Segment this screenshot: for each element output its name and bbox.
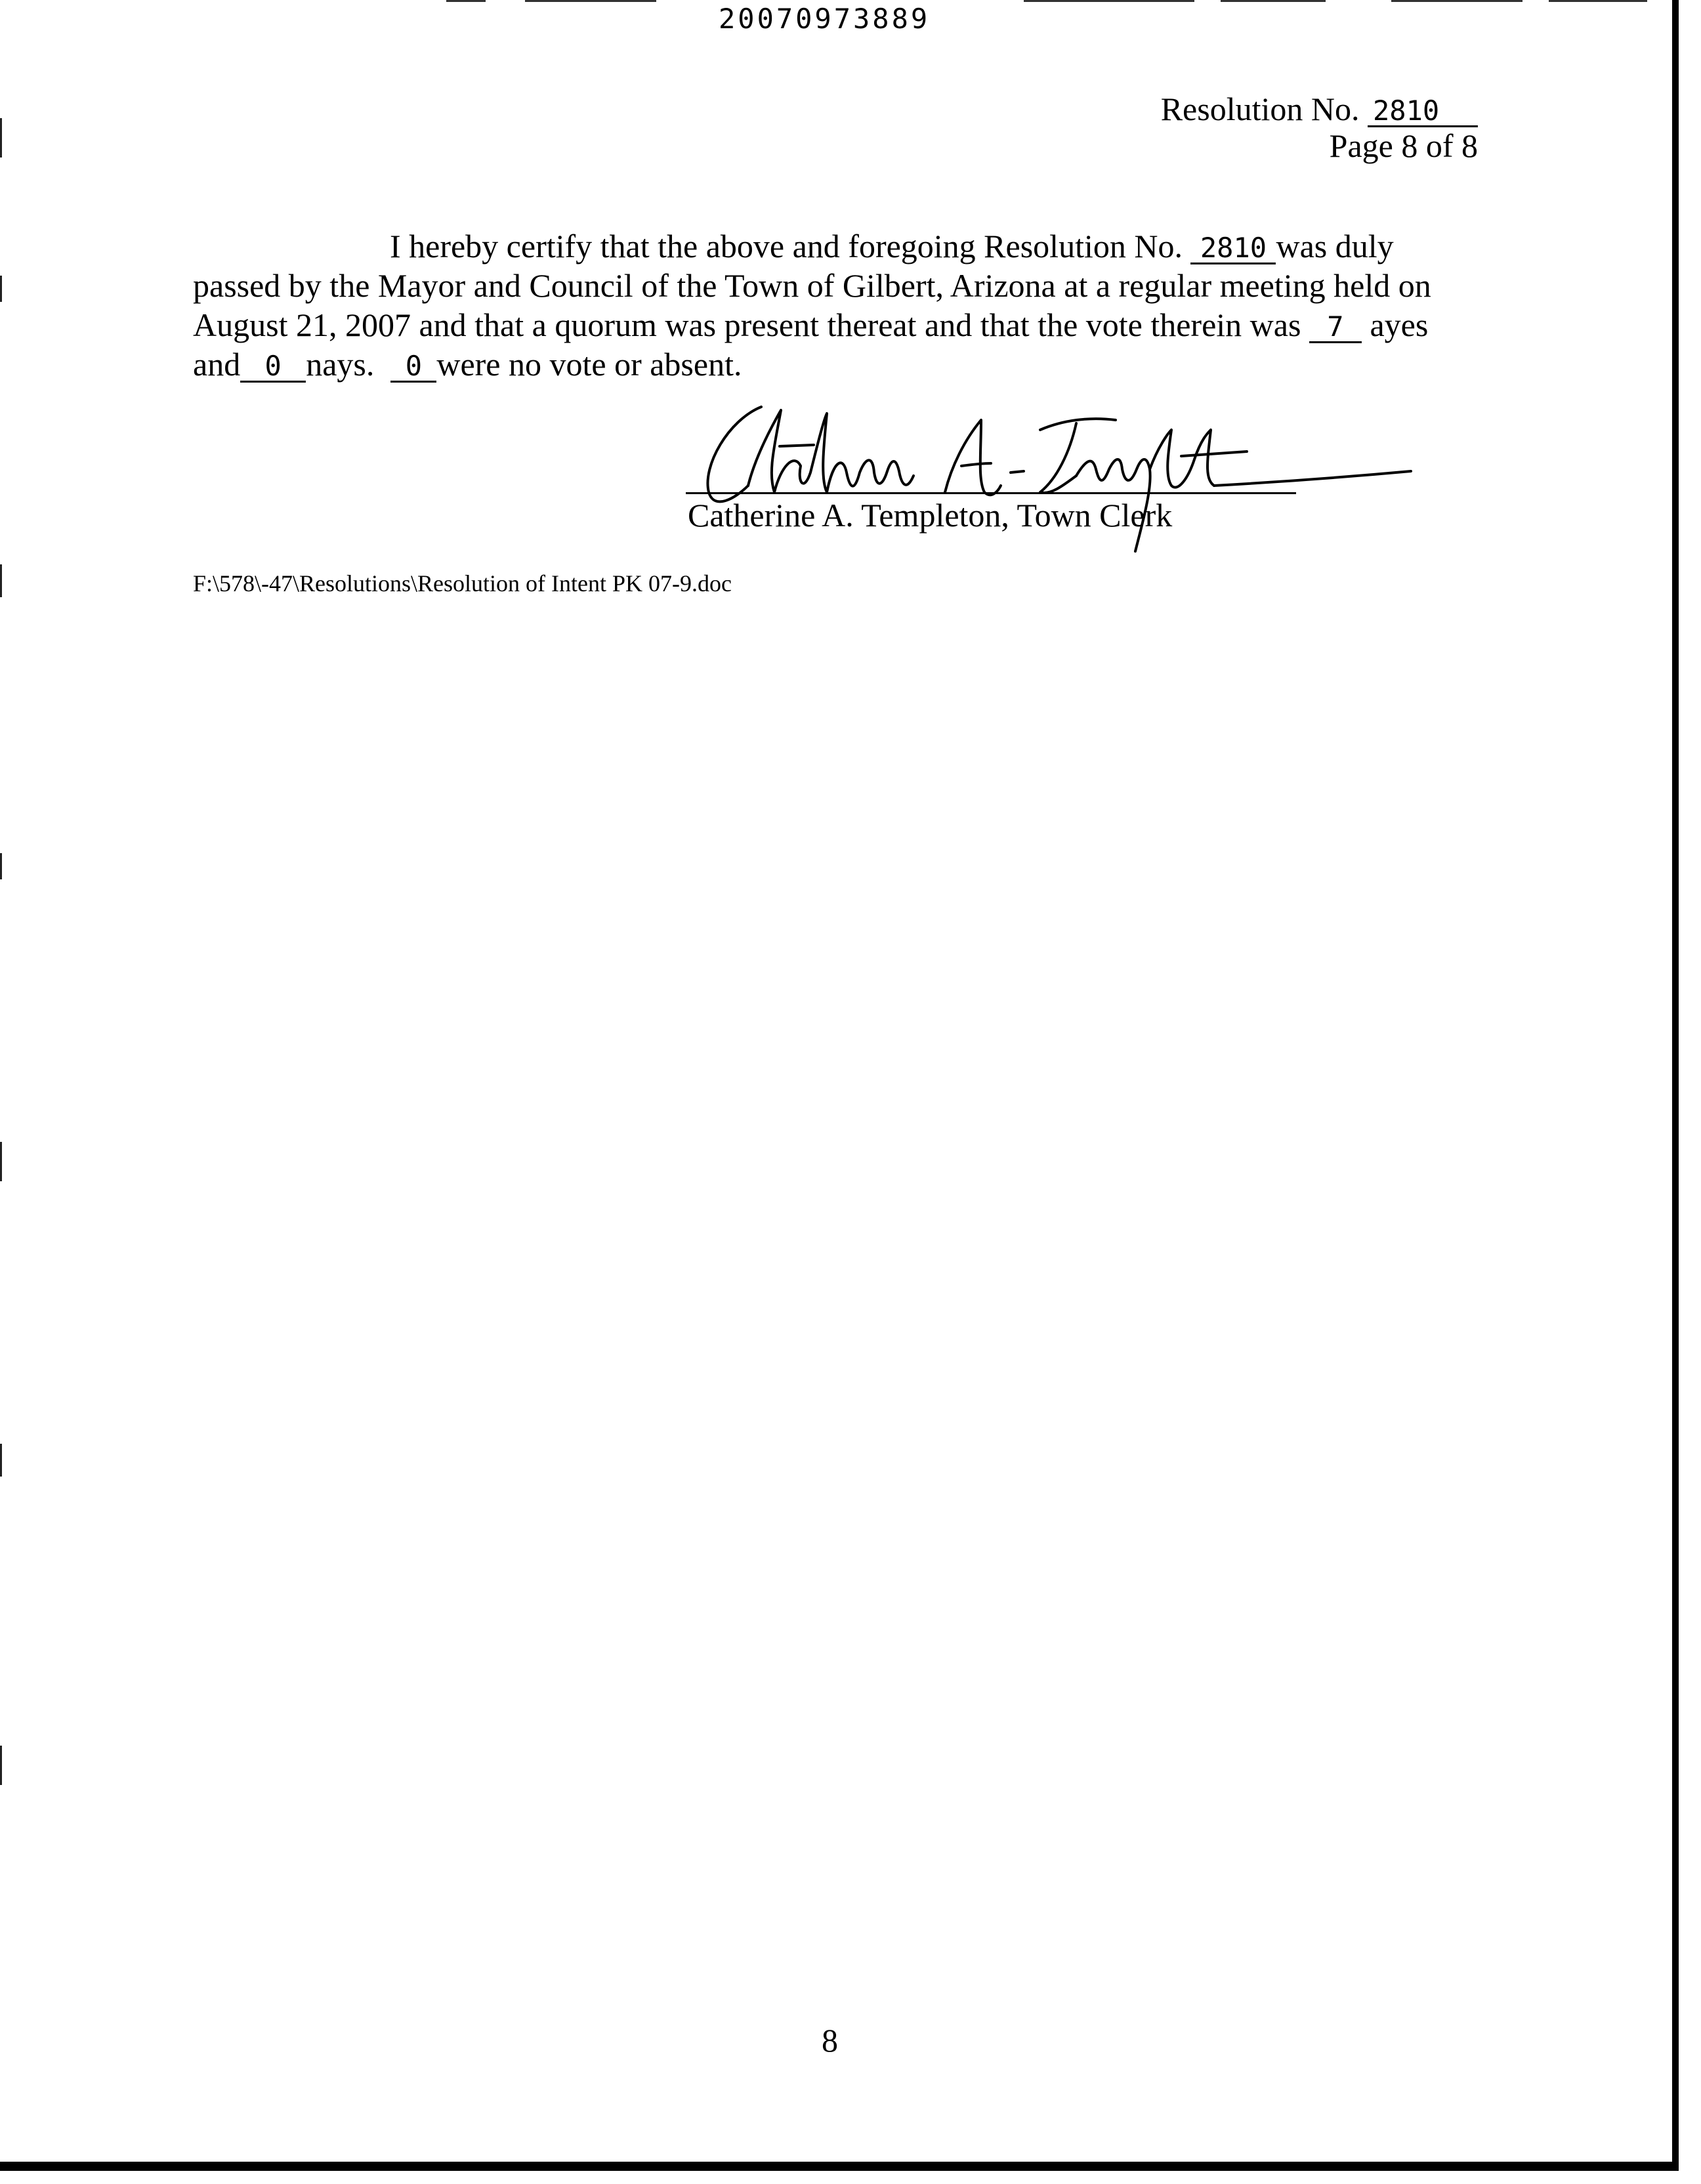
scan-left-mark bbox=[0, 276, 2, 302]
certification-text-5: were no vote or absent. bbox=[436, 346, 742, 383]
certification-text-1: I hereby certify that the above and foregoing Resolution No. bbox=[390, 228, 1183, 264]
scan-top-mark bbox=[1549, 0, 1647, 2]
resolution-number: 2810 bbox=[1368, 96, 1478, 127]
certification-text-3: ayes and bbox=[193, 306, 1429, 383]
scan-left-mark bbox=[0, 1746, 2, 1785]
scan-top-mark bbox=[525, 0, 656, 2]
file-path: F:\578\-47\Resolutions\Resolution of Intent PK 07-9.doc bbox=[193, 570, 732, 597]
scan-left-mark bbox=[0, 1142, 2, 1181]
scan-top-mark bbox=[1024, 0, 1194, 2]
scan-left-mark bbox=[0, 1444, 2, 1477]
resolution-label: Resolution No. bbox=[1160, 91, 1360, 127]
resolution-line bbox=[1161, 91, 1478, 127]
certification-text-4: nays. bbox=[306, 346, 375, 383]
scan-top-mark bbox=[1221, 0, 1326, 2]
scan-left-mark bbox=[0, 564, 2, 597]
signer-name-title: Catherine A. Templeton, Town Clerk bbox=[688, 497, 1173, 534]
handwritten-signature bbox=[682, 394, 1437, 564]
scan-frame-right-edge bbox=[1672, 0, 1679, 2166]
absent-count: 0 bbox=[390, 352, 436, 383]
signature-line bbox=[686, 492, 1296, 494]
recording-number: 20070973889 bbox=[719, 3, 931, 35]
page-number: 8 bbox=[822, 2022, 838, 2059]
certification-text-2: was duly passed by the Mayor and Council of the Town of Gilbert, Arizona at a regular meeting held on August 21, 2007 and that a quorum was present thereat and that the vote therein was bbox=[193, 228, 1431, 343]
scan-left-mark bbox=[0, 118, 2, 158]
certified-resolution-number: 2810 bbox=[1190, 234, 1276, 264]
scan-top-mark bbox=[446, 0, 486, 2]
certification-paragraph bbox=[193, 226, 1479, 384]
scan-frame-bottom-edge bbox=[0, 2162, 1679, 2171]
scan-top-mark bbox=[1391, 0, 1522, 2]
page-count: Page 8 of 8 bbox=[1329, 127, 1478, 164]
nays-count: 0 bbox=[240, 352, 306, 383]
ayes-count: 7 bbox=[1309, 312, 1362, 343]
document-header bbox=[1161, 91, 1478, 164]
scan-left-mark bbox=[0, 853, 2, 879]
